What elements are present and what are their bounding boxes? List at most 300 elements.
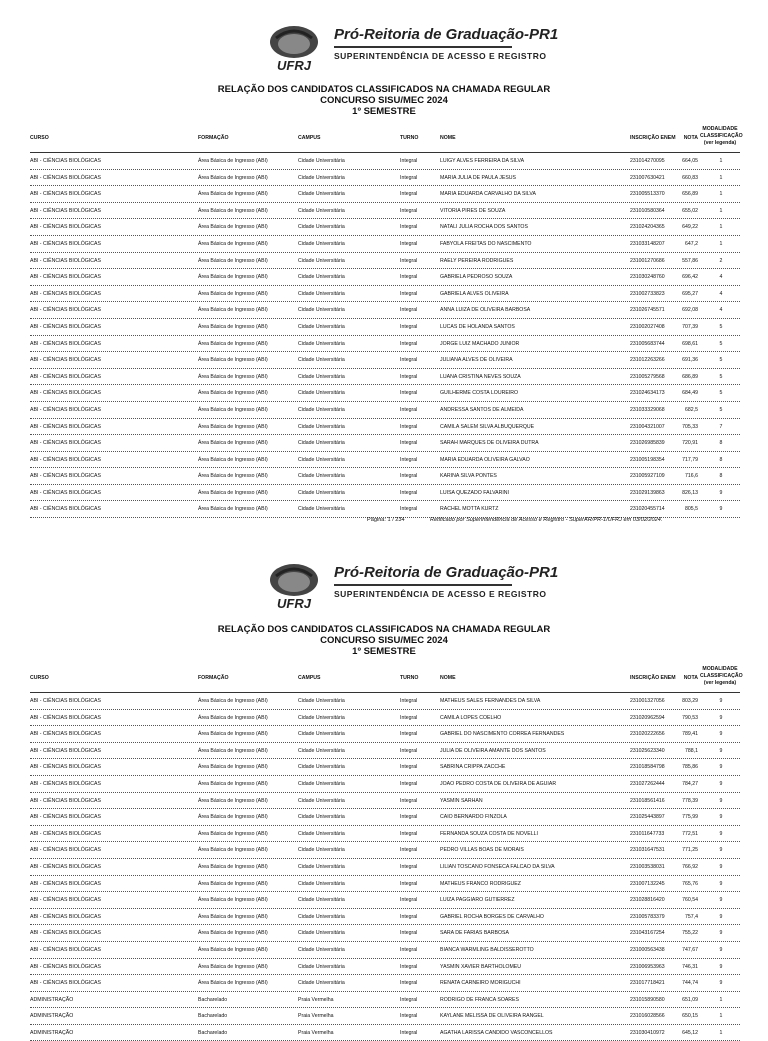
cell-nota: 765,76 (682, 880, 698, 887)
cell-nome: PEDRO VILLAS BOAS DE MORAIS (440, 847, 524, 854)
cell-turno: Integral (400, 797, 418, 804)
cell-campus: Cidade Universitária (298, 406, 345, 413)
cell-nota: 805,5 (685, 506, 698, 513)
cell-curso: ABI - CIÊNCIAS BIOLÓGICAS (30, 340, 101, 347)
cell-nome: LUANA CRISTINA NEVES SOUZA (440, 373, 521, 380)
rectification-note: Retificado por Superintendência de Acesso e Registro - SuperAR/PR-1/UFRJ em 03/02/2024. (430, 517, 663, 523)
cell-nota: 695,27 (682, 290, 698, 297)
cell-nome: SARA DE FARIAS BARBOSA (440, 930, 509, 937)
cell-nota: 803,29 (682, 698, 698, 704)
cell-curso: ABI - CIÊNCIAS BIOLÓGICAS (30, 913, 101, 920)
cell-curso: ABI - CIÊNCIAS BIOLÓGICAS (30, 240, 101, 247)
cell-turno: Integral (400, 489, 418, 496)
cell-modalidade: 8 (719, 456, 723, 463)
cell-curso: ABI - CIÊNCIAS BIOLÓGICAS (30, 390, 101, 397)
cell-turno: Integral (400, 373, 418, 380)
cell-modalidade: 5 (719, 340, 723, 347)
cell-nota: 746,31 (682, 963, 698, 970)
title-line-2: CONCURSO SISU/MEC 2024 (320, 95, 448, 106)
cell-inscricao: 231031647531 (630, 847, 665, 854)
cell-inscricao: 231015890580 (630, 996, 665, 1003)
col-formacao: FORMAÇÃO (198, 675, 229, 681)
ufrj-emblem-icon (262, 562, 326, 610)
cell-nota: 766,92 (682, 863, 698, 870)
cell-turno: Integral (400, 946, 418, 953)
cell-inscricao: 231005513370 (630, 191, 665, 198)
cell-turno: Integral (400, 440, 418, 447)
cell-curso: ABI - CIÊNCIAS BIOLÓGICAS (30, 980, 101, 987)
logo-subtitle: SUPERINTENDÊNCIA DE ACESSO E REGISTRO (334, 51, 547, 61)
cell-turno: Integral (400, 863, 418, 870)
cell-nome: CAMILA LOPES COELHO (440, 714, 502, 721)
cell-modalidade: 1 (719, 207, 723, 214)
cell-turno: Integral (400, 814, 418, 821)
table-row (30, 942, 740, 959)
cell-curso: ABI - CIÊNCIAS BIOLÓGICAS (30, 963, 101, 970)
document-titles (0, 624, 768, 657)
table-row (30, 468, 740, 485)
table-row (30, 892, 740, 909)
cell-nota: 772,51 (682, 830, 698, 837)
table-row (30, 452, 740, 469)
cell-inscricao: 231005198354 (630, 456, 665, 463)
cell-modalidade: 9 (719, 747, 723, 754)
cell-campus: Cidade Universitária (298, 158, 345, 164)
cell-inscricao: 231005783379 (630, 913, 665, 920)
cell-nota: 826,13 (682, 489, 698, 496)
cell-formacao: Área Básica de Ingresso (ABI) (198, 207, 268, 214)
cell-campus: Cidade Universitária (298, 473, 345, 480)
cell-formacao: Área Básica de Ingresso (ABI) (198, 946, 268, 953)
cell-curso: ABI - CIÊNCIAS BIOLÓGICAS (30, 207, 101, 214)
table-row (30, 501, 740, 518)
cell-formacao: Área Básica de Ingresso (ABI) (198, 357, 268, 364)
cell-formacao: Área Básica de Ingresso (ABI) (198, 963, 268, 970)
cell-modalidade: 9 (719, 946, 723, 953)
cell-curso: ABI - CIÊNCIAS BIOLÓGICAS (30, 307, 101, 314)
cell-formacao: Área Básica de Ingresso (ABI) (198, 830, 268, 837)
cell-inscricao: 231004321007 (630, 423, 665, 430)
svg-text:UFRJ: UFRJ (277, 596, 311, 611)
cell-curso: ABI - CIÊNCIAS BIOLÓGICAS (30, 880, 101, 887)
cell-formacao: Área Básica de Ingresso (ABI) (198, 174, 268, 181)
table-body (30, 693, 740, 1041)
cell-inscricao: 231010580364 (630, 207, 665, 214)
cell-nome: CAMILA SALEM SILVA ALBUQUERQUE (440, 423, 535, 430)
cell-nome: MARIA EDUARDA CARVALHO DA SILVA (440, 191, 536, 198)
cell-nome: MATHEUS SALES FERNANDES DA SILVA (440, 698, 541, 704)
cell-formacao: Área Básica de Ingresso (ABI) (198, 714, 268, 721)
cell-nome: SABRINA CRIPPA ZACCHE (440, 764, 506, 771)
cell-nota: 647,2 (685, 240, 698, 247)
table-row (30, 975, 740, 992)
cell-nota: 716,6 (685, 473, 698, 480)
cell-nota: 649,22 (682, 224, 698, 231)
cell-nota: 775,99 (682, 814, 698, 821)
col-turno: TURNO (400, 675, 419, 681)
cell-campus: Cidade Universitária (298, 423, 345, 430)
cell-modalidade: 9 (719, 764, 723, 771)
cell-formacao: Área Básica de Ingresso (ABI) (198, 980, 268, 987)
cell-campus: Cidade Universitária (298, 946, 345, 953)
cell-campus: Praia Vermelha (298, 1013, 334, 1020)
cell-nome: NATALI JULIA ROCHA DOS SANTOS (440, 224, 528, 231)
cell-inscricao: 231011647733 (630, 830, 665, 837)
cell-curso: ABI - CIÊNCIAS BIOLÓGICAS (30, 946, 101, 953)
cell-campus: Cidade Universitária (298, 897, 345, 904)
cell-turno: Integral (400, 456, 418, 463)
table-header (30, 666, 743, 693)
cell-inscricao: 231012263266 (630, 357, 665, 364)
cell-formacao: Área Básica de Ingresso (ABI) (198, 913, 268, 920)
cell-inscricao: 231007630421 (630, 174, 665, 181)
cell-formacao: Área Básica de Ingresso (ABI) (198, 764, 268, 771)
table-row (30, 992, 740, 1009)
cell-modalidade: 9 (719, 897, 723, 904)
cell-nota: 682,5 (685, 406, 698, 413)
cell-modalidade: 9 (719, 714, 723, 721)
cell-formacao: Área Básica de Ingresso (ABI) (198, 747, 268, 754)
cell-modalidade: 9 (719, 913, 723, 920)
cell-formacao: Bacharelado (198, 996, 228, 1003)
table-row (30, 402, 740, 419)
cell-inscricao: 231027262444 (630, 780, 665, 787)
cell-nota: 656,89 (682, 191, 698, 198)
cell-campus: Cidade Universitária (298, 797, 345, 804)
cell-inscricao: 231024634173 (630, 390, 665, 397)
cell-nome: LILIAN TOSCANO FONSECA FALCAO DA SILVA (440, 863, 555, 870)
cell-inscricao: 231003538031 (630, 863, 665, 870)
cell-campus: Cidade Universitária (298, 456, 345, 463)
cell-formacao: Área Básica de Ingresso (ABI) (198, 456, 268, 463)
table-row (30, 485, 740, 502)
cell-curso: ABI - CIÊNCIAS BIOLÓGICAS (30, 456, 101, 463)
table-row (30, 876, 740, 893)
cell-modalidade: 5 (719, 390, 723, 397)
cell-campus: Cidade Universitária (298, 390, 345, 397)
cell-formacao: Área Básica de Ingresso (ABI) (198, 274, 268, 281)
table-row (30, 236, 740, 253)
col-curso: CURSO (30, 675, 49, 681)
cell-turno: Integral (400, 930, 418, 937)
cell-nota: 707,39 (682, 323, 698, 330)
cell-turno: Integral (400, 207, 418, 214)
cell-nota: 692,08 (682, 307, 698, 314)
cell-curso: ABI - CIÊNCIAS BIOLÓGICAS (30, 290, 101, 297)
cell-modalidade: 2 (719, 257, 723, 264)
table-header (30, 126, 743, 153)
cell-formacao: Bacharelado (198, 1013, 228, 1020)
col-turno: TURNO (400, 135, 419, 141)
title-line-2: CONCURSO SISU/MEC 2024 (320, 635, 448, 646)
cell-nota: 757,4 (685, 913, 698, 920)
cell-campus: Cidade Universitária (298, 780, 345, 787)
cell-turno: Integral (400, 698, 418, 704)
col-modalidade: MODALIDADE CLASSIFICAÇÃO (ver legenda) (700, 666, 743, 686)
cell-campus: Cidade Universitária (298, 830, 345, 837)
table-row (30, 286, 740, 303)
cell-campus: Cidade Universitária (298, 174, 345, 181)
cell-inscricao: 231033148207 (630, 240, 665, 247)
col-nome: NOME (440, 135, 456, 141)
cell-turno: Integral (400, 174, 418, 181)
cell-nota: 717,79 (682, 456, 698, 463)
cell-turno: Integral (400, 980, 418, 987)
cell-turno: Integral (400, 357, 418, 364)
cell-curso: ABI - CIÊNCIAS BIOLÓGICAS (30, 731, 101, 738)
cell-inscricao: 231026745571 (630, 307, 665, 314)
cell-nota: 771,25 (682, 847, 698, 854)
cell-turno: Integral (400, 158, 418, 164)
cell-inscricao: 231005683744 (630, 340, 665, 347)
cell-nota: 784,27 (682, 780, 698, 787)
cell-campus: Cidade Universitária (298, 207, 345, 214)
cell-formacao: Área Básica de Ingresso (ABI) (198, 473, 268, 480)
cell-modalidade: 1 (719, 1013, 723, 1020)
cell-nome: GABRIELA PEDROSO SOUZA (440, 274, 513, 281)
cell-campus: Cidade Universitária (298, 274, 345, 281)
cell-campus: Cidade Universitária (298, 307, 345, 314)
cell-modalidade: 7 (719, 423, 723, 430)
table-row (30, 909, 740, 926)
cell-campus: Cidade Universitária (298, 714, 345, 721)
cell-modalidade: 9 (719, 780, 723, 787)
table-row (30, 859, 740, 876)
logo-divider (334, 46, 512, 48)
cell-nome: GABRIEL ROCHA BORGES DE CARVALHO (440, 913, 544, 920)
cell-inscricao: 231005927109 (630, 473, 665, 480)
cell-turno: Integral (400, 240, 418, 247)
cell-formacao: Área Básica de Ingresso (ABI) (198, 930, 268, 937)
table-body (30, 153, 740, 518)
cell-formacao: Área Básica de Ingresso (ABI) (198, 863, 268, 870)
cell-modalidade: 5 (719, 406, 723, 413)
cell-campus: Cidade Universitária (298, 814, 345, 821)
cell-nome: LUIGY ALVES FERREIRA DA SILVA (440, 158, 525, 164)
cell-nota: 720,91 (682, 440, 698, 447)
cell-curso: ABI - CIÊNCIAS BIOLÓGICAS (30, 847, 101, 854)
cell-formacao: Área Básica de Ingresso (ABI) (198, 698, 268, 704)
cell-nome: SARAH MARQUES DE OLIVEIRA DUTRA (440, 440, 539, 447)
table-row (30, 385, 740, 402)
title-line-3: 1º SEMESTRE (352, 106, 416, 117)
cell-turno: Integral (400, 473, 418, 480)
cell-inscricao: 231020455714 (630, 506, 665, 513)
cell-formacao: Área Básica de Ingresso (ABI) (198, 307, 268, 314)
cell-inscricao: 231018561416 (630, 797, 665, 804)
cell-curso: ABI - CIÊNCIAS BIOLÓGICAS (30, 406, 101, 413)
page-2 (0, 556, 768, 1036)
cell-turno: Integral (400, 1029, 418, 1036)
cell-nome: GABRIEL DO NASCIMENTO CORREA FERNANDES (440, 731, 565, 738)
col-inscricao: INSCRIÇÃO ENEM (630, 135, 676, 141)
cell-modalidade: 9 (719, 880, 723, 887)
cell-modalidade: 4 (719, 290, 723, 297)
cell-nota: 788,1 (685, 747, 698, 754)
cell-inscricao: 231043167254 (630, 930, 665, 937)
cell-campus: Cidade Universitária (298, 240, 345, 247)
table-row (30, 1025, 740, 1041)
cell-nota: 747,67 (682, 946, 698, 953)
col-campus: CAMPUS (298, 135, 321, 141)
cell-inscricao: 231016028566 (630, 1013, 665, 1020)
cell-nome: MATHEUS FRANCO RODRIGUEZ (440, 880, 521, 887)
cell-curso: ABI - CIÊNCIAS BIOLÓGICAS (30, 274, 101, 281)
cell-nome: YASMIN XAVIER BARTHOLOMEU (440, 963, 521, 970)
cell-formacao: Área Básica de Ingresso (ABI) (198, 406, 268, 413)
cell-campus: Cidade Universitária (298, 698, 345, 704)
cell-curso: ABI - CIÊNCIAS BIOLÓGICAS (30, 780, 101, 787)
candidates-table (30, 126, 743, 518)
cell-turno: Integral (400, 913, 418, 920)
cell-campus: Cidade Universitária (298, 930, 345, 937)
cell-nome: LUISA QUEZADO FALVARINI (440, 489, 509, 496)
table-row (30, 319, 740, 336)
logo-title: Pró-Reitoria de Graduação-PR1 (334, 26, 559, 43)
cell-inscricao: 231017718421 (630, 980, 665, 987)
cell-turno: Integral (400, 714, 418, 721)
cell-turno: Integral (400, 780, 418, 787)
cell-formacao: Área Básica de Ingresso (ABI) (198, 731, 268, 738)
cell-inscricao: 231005279568 (630, 373, 665, 380)
cell-nome: ANDRESSA SANTOS DE ALMEIDA (440, 406, 524, 413)
cell-formacao: Área Básica de Ingresso (ABI) (198, 257, 268, 264)
logo-title: Pró-Reitoria de Graduação-PR1 (334, 564, 559, 581)
cell-modalidade: 1 (719, 158, 723, 164)
cell-nome: BIANCA WARMLING BALDISSEROTTO (440, 946, 534, 953)
cell-inscricao: 231029139863 (630, 489, 665, 496)
cell-formacao: Área Básica de Ingresso (ABI) (198, 814, 268, 821)
cell-nome: YASMIN SARHAN (440, 797, 483, 804)
cell-nome: RACHEL MOTTA KURTZ (440, 506, 499, 513)
table-row (30, 925, 740, 942)
cell-formacao: Área Básica de Ingresso (ABI) (198, 847, 268, 854)
cell-modalidade: 9 (719, 698, 723, 704)
cell-curso: ABI - CIÊNCIAS BIOLÓGICAS (30, 814, 101, 821)
cell-campus: Cidade Universitária (298, 340, 345, 347)
table-row (30, 153, 740, 170)
table-row (30, 693, 740, 710)
cell-campus: Cidade Universitária (298, 880, 345, 887)
cell-modalidade: 9 (719, 963, 723, 970)
cell-campus: Praia Vermelha (298, 1029, 334, 1036)
cell-campus: Cidade Universitária (298, 731, 345, 738)
cell-turno: Integral (400, 191, 418, 198)
table-row (30, 369, 740, 386)
cell-curso: ABI - CIÊNCIAS BIOLÓGICAS (30, 174, 101, 181)
cell-campus: Cidade Universitária (298, 489, 345, 496)
cell-curso: ADMINISTRAÇÃO (30, 1029, 74, 1036)
cell-nota: 698,61 (682, 340, 698, 347)
cell-inscricao: 231002027408 (630, 323, 665, 330)
cell-formacao: Área Básica de Ingresso (ABI) (198, 323, 268, 330)
cell-nota: 664,05 (682, 158, 698, 164)
cell-nota: 684,49 (682, 390, 698, 397)
cell-nome: KARINA SILVA PONTES (440, 473, 497, 480)
cell-nome: LUCAS DE HOLANDA SANTOS (440, 323, 515, 330)
cell-inscricao: 231020222656 (630, 731, 665, 738)
table-row (30, 253, 740, 270)
document-titles (0, 84, 768, 117)
table-row (30, 809, 740, 826)
cell-nome: GUILHERME COSTA LOUREIRO (440, 390, 519, 397)
table-row (30, 336, 740, 353)
cell-curso: ABI - CIÊNCIAS BIOLÓGICAS (30, 930, 101, 937)
title-line-3: 1º SEMESTRE (352, 646, 416, 657)
cell-nome: AGATHA LARISSA CANDIDO VASCONCELLOS (440, 1029, 553, 1036)
title-line-1: RELAÇÃO DOS CANDIDATOS CLASSIFICADOS NA CHAMADA REGULAR (217, 84, 551, 95)
cell-formacao: Área Básica de Ingresso (ABI) (198, 158, 268, 164)
cell-inscricao: 231030410972 (630, 1029, 665, 1036)
cell-nota: 686,89 (682, 373, 698, 380)
table-row (30, 170, 740, 187)
cell-nota: 790,53 (682, 714, 698, 721)
cell-nota: 660,83 (682, 174, 698, 181)
cell-turno: Integral (400, 764, 418, 771)
cell-modalidade: 1 (719, 224, 723, 231)
ufrj-logo (262, 24, 559, 73)
cell-curso: ABI - CIÊNCIAS BIOLÓGICAS (30, 698, 101, 704)
cell-turno: Integral (400, 224, 418, 231)
table-row (30, 352, 740, 369)
cell-nota: 691,36 (682, 357, 698, 364)
cell-curso: ABI - CIÊNCIAS BIOLÓGICAS (30, 323, 101, 330)
cell-inscricao: 231030248760 (630, 274, 665, 281)
cell-curso: ABI - CIÊNCIAS BIOLÓGICAS (30, 357, 101, 364)
cell-nota: 744,74 (682, 980, 698, 987)
table-row (30, 302, 740, 319)
cell-nome: MARIA EDUARDA OLIVEIRA GALVAO (440, 456, 530, 463)
cell-nota: 755,22 (682, 930, 698, 937)
cell-curso: ABI - CIÊNCIAS BIOLÓGICAS (30, 489, 101, 496)
cell-nome: CAIO BERNARDO FINZOLA (440, 814, 507, 821)
cell-modalidade: 4 (719, 274, 723, 281)
col-curso: CURSO (30, 135, 49, 141)
cell-curso: ADMINISTRAÇÃO (30, 1013, 74, 1020)
cell-inscricao: 231025443897 (630, 814, 665, 821)
cell-campus: Cidade Universitária (298, 913, 345, 920)
cell-nome: FABYOLA FREITAS DO NASCIMENTO (440, 240, 532, 247)
cell-nota: 645,12 (682, 1029, 698, 1036)
cell-turno: Integral (400, 963, 418, 970)
table-row (30, 776, 740, 793)
cell-nota: 778,39 (682, 797, 698, 804)
cell-turno: Integral (400, 340, 418, 347)
table-row (30, 186, 740, 203)
cell-turno: Integral (400, 390, 418, 397)
cell-campus: Cidade Universitária (298, 747, 345, 754)
cell-campus: Cidade Universitária (298, 440, 345, 447)
cell-nome: JULIA DE OLIVEIRA AMANTE DOS SANTOS (440, 747, 546, 754)
cell-nota: 760,54 (682, 897, 698, 904)
cell-turno: Integral (400, 274, 418, 281)
page-number: Página: 1 / 234 (367, 517, 405, 523)
cell-formacao: Área Básica de Ingresso (ABI) (198, 373, 268, 380)
cell-inscricao: 231018584798 (630, 764, 665, 771)
table-row (30, 1008, 740, 1025)
table-row (30, 203, 740, 220)
table-row (30, 710, 740, 727)
title-line-1: RELAÇÃO DOS CANDIDATOS CLASSIFICADOS NA CHAMADA REGULAR (217, 624, 551, 635)
table-row (30, 219, 740, 236)
cell-modalidade: 9 (719, 847, 723, 854)
table-row (30, 826, 740, 843)
col-inscricao: INSCRIÇÃO ENEM (630, 675, 676, 681)
cell-nome: KAYLANE MELISSA DE OLIVEIRA RANGEL (440, 1013, 544, 1020)
cell-turno: Integral (400, 880, 418, 887)
cell-turno: Integral (400, 747, 418, 754)
cell-campus: Cidade Universitária (298, 357, 345, 364)
